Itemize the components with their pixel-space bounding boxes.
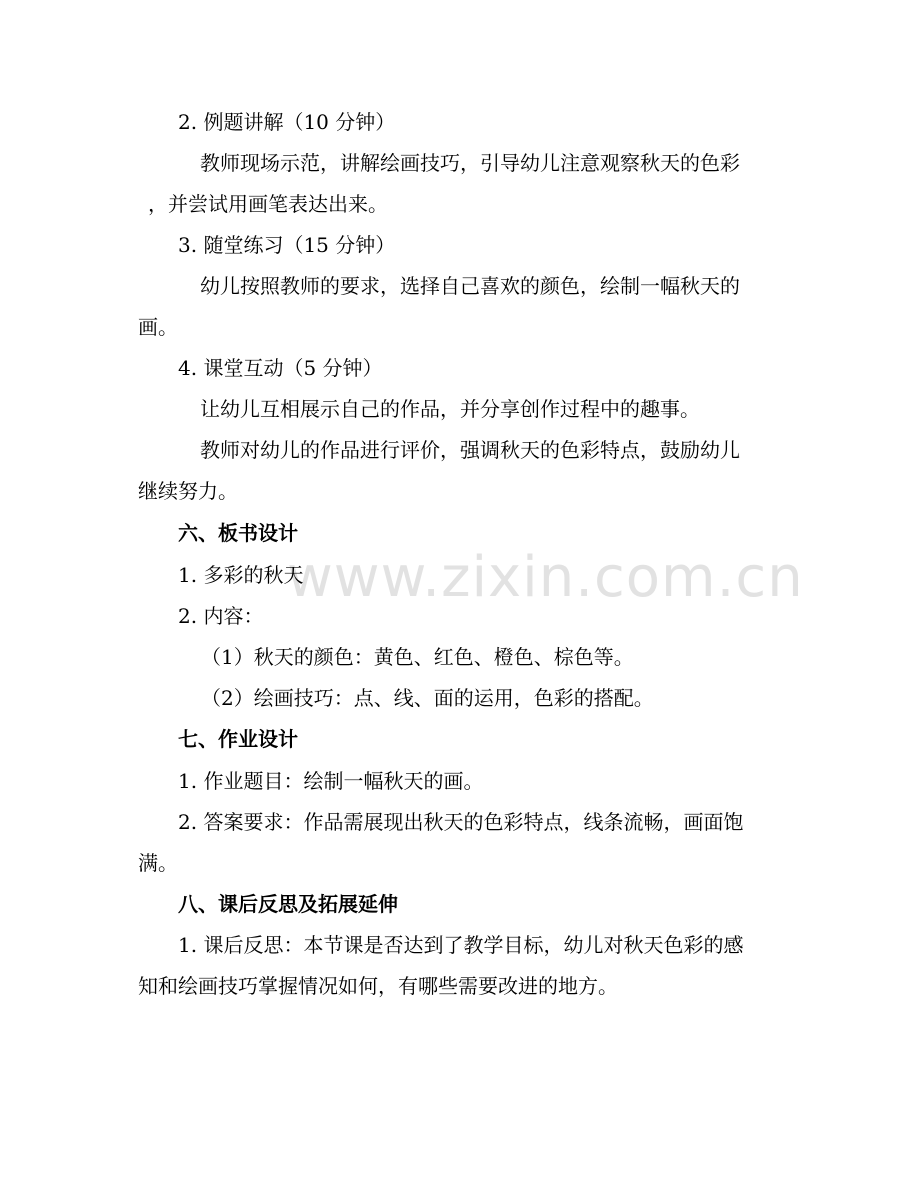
- sub-list-item: （1）秋天的颜色：黄色、红色、橙色、棕色等。: [201, 645, 634, 669]
- paragraph-line: 让幼儿互相展示自己的作品，并分享创作过程中的趣事。: [200, 397, 700, 421]
- paragraph-line: 画。: [138, 315, 178, 339]
- paragraph-line: 满。: [138, 851, 178, 875]
- list-item: 2. 内容：: [178, 604, 264, 628]
- list-item: 1. 课后反思：本节课是否达到了教学目标，幼儿对秋天色彩的感: [178, 933, 744, 957]
- section-item-practice: 3. 随堂练习（15 分钟）: [178, 233, 396, 257]
- paragraph-line: 幼儿按照教师的要求，选择自己喜欢的颜色，绘制一幅秋天的: [200, 274, 740, 298]
- list-item: 2. 答案要求：作品需展现出秋天的色彩特点，线条流畅，画面饱: [178, 810, 744, 834]
- section-heading-homework: 七、作业设计: [178, 727, 298, 751]
- sub-list-item: （2）绘画技巧：点、线、面的运用，色彩的搭配。: [201, 686, 654, 710]
- paragraph-line: 教师对幼儿的作品进行评价，强调秋天的色彩特点，鼓励幼儿: [200, 438, 740, 462]
- section-item-interaction: 4. 课堂互动（5 分钟）: [178, 356, 383, 380]
- section-item-example: 2. 例题讲解（10 分钟）: [178, 110, 396, 134]
- paragraph-line: 知和绘画技巧掌握情况如何，有哪些需要改进的地方。: [138, 974, 618, 998]
- list-item: 1. 作业题目：绘制一幅秋天的画。: [178, 769, 484, 793]
- paragraph-line: 教师现场示范，讲解绘画技巧，引导幼儿注意观察秋天的色彩: [200, 151, 740, 175]
- paragraph-line: 继续努力。: [138, 479, 238, 503]
- list-item: 1. 多彩的秋天: [178, 563, 304, 587]
- paragraph-line: ，并尝试用画笔表达出来。: [148, 192, 388, 216]
- section-heading-reflection: 八、课后反思及拓展延伸: [178, 892, 398, 916]
- section-heading-board-design: 六、板书设计: [178, 521, 298, 545]
- watermark: www.zixin.com.cn: [287, 545, 804, 610]
